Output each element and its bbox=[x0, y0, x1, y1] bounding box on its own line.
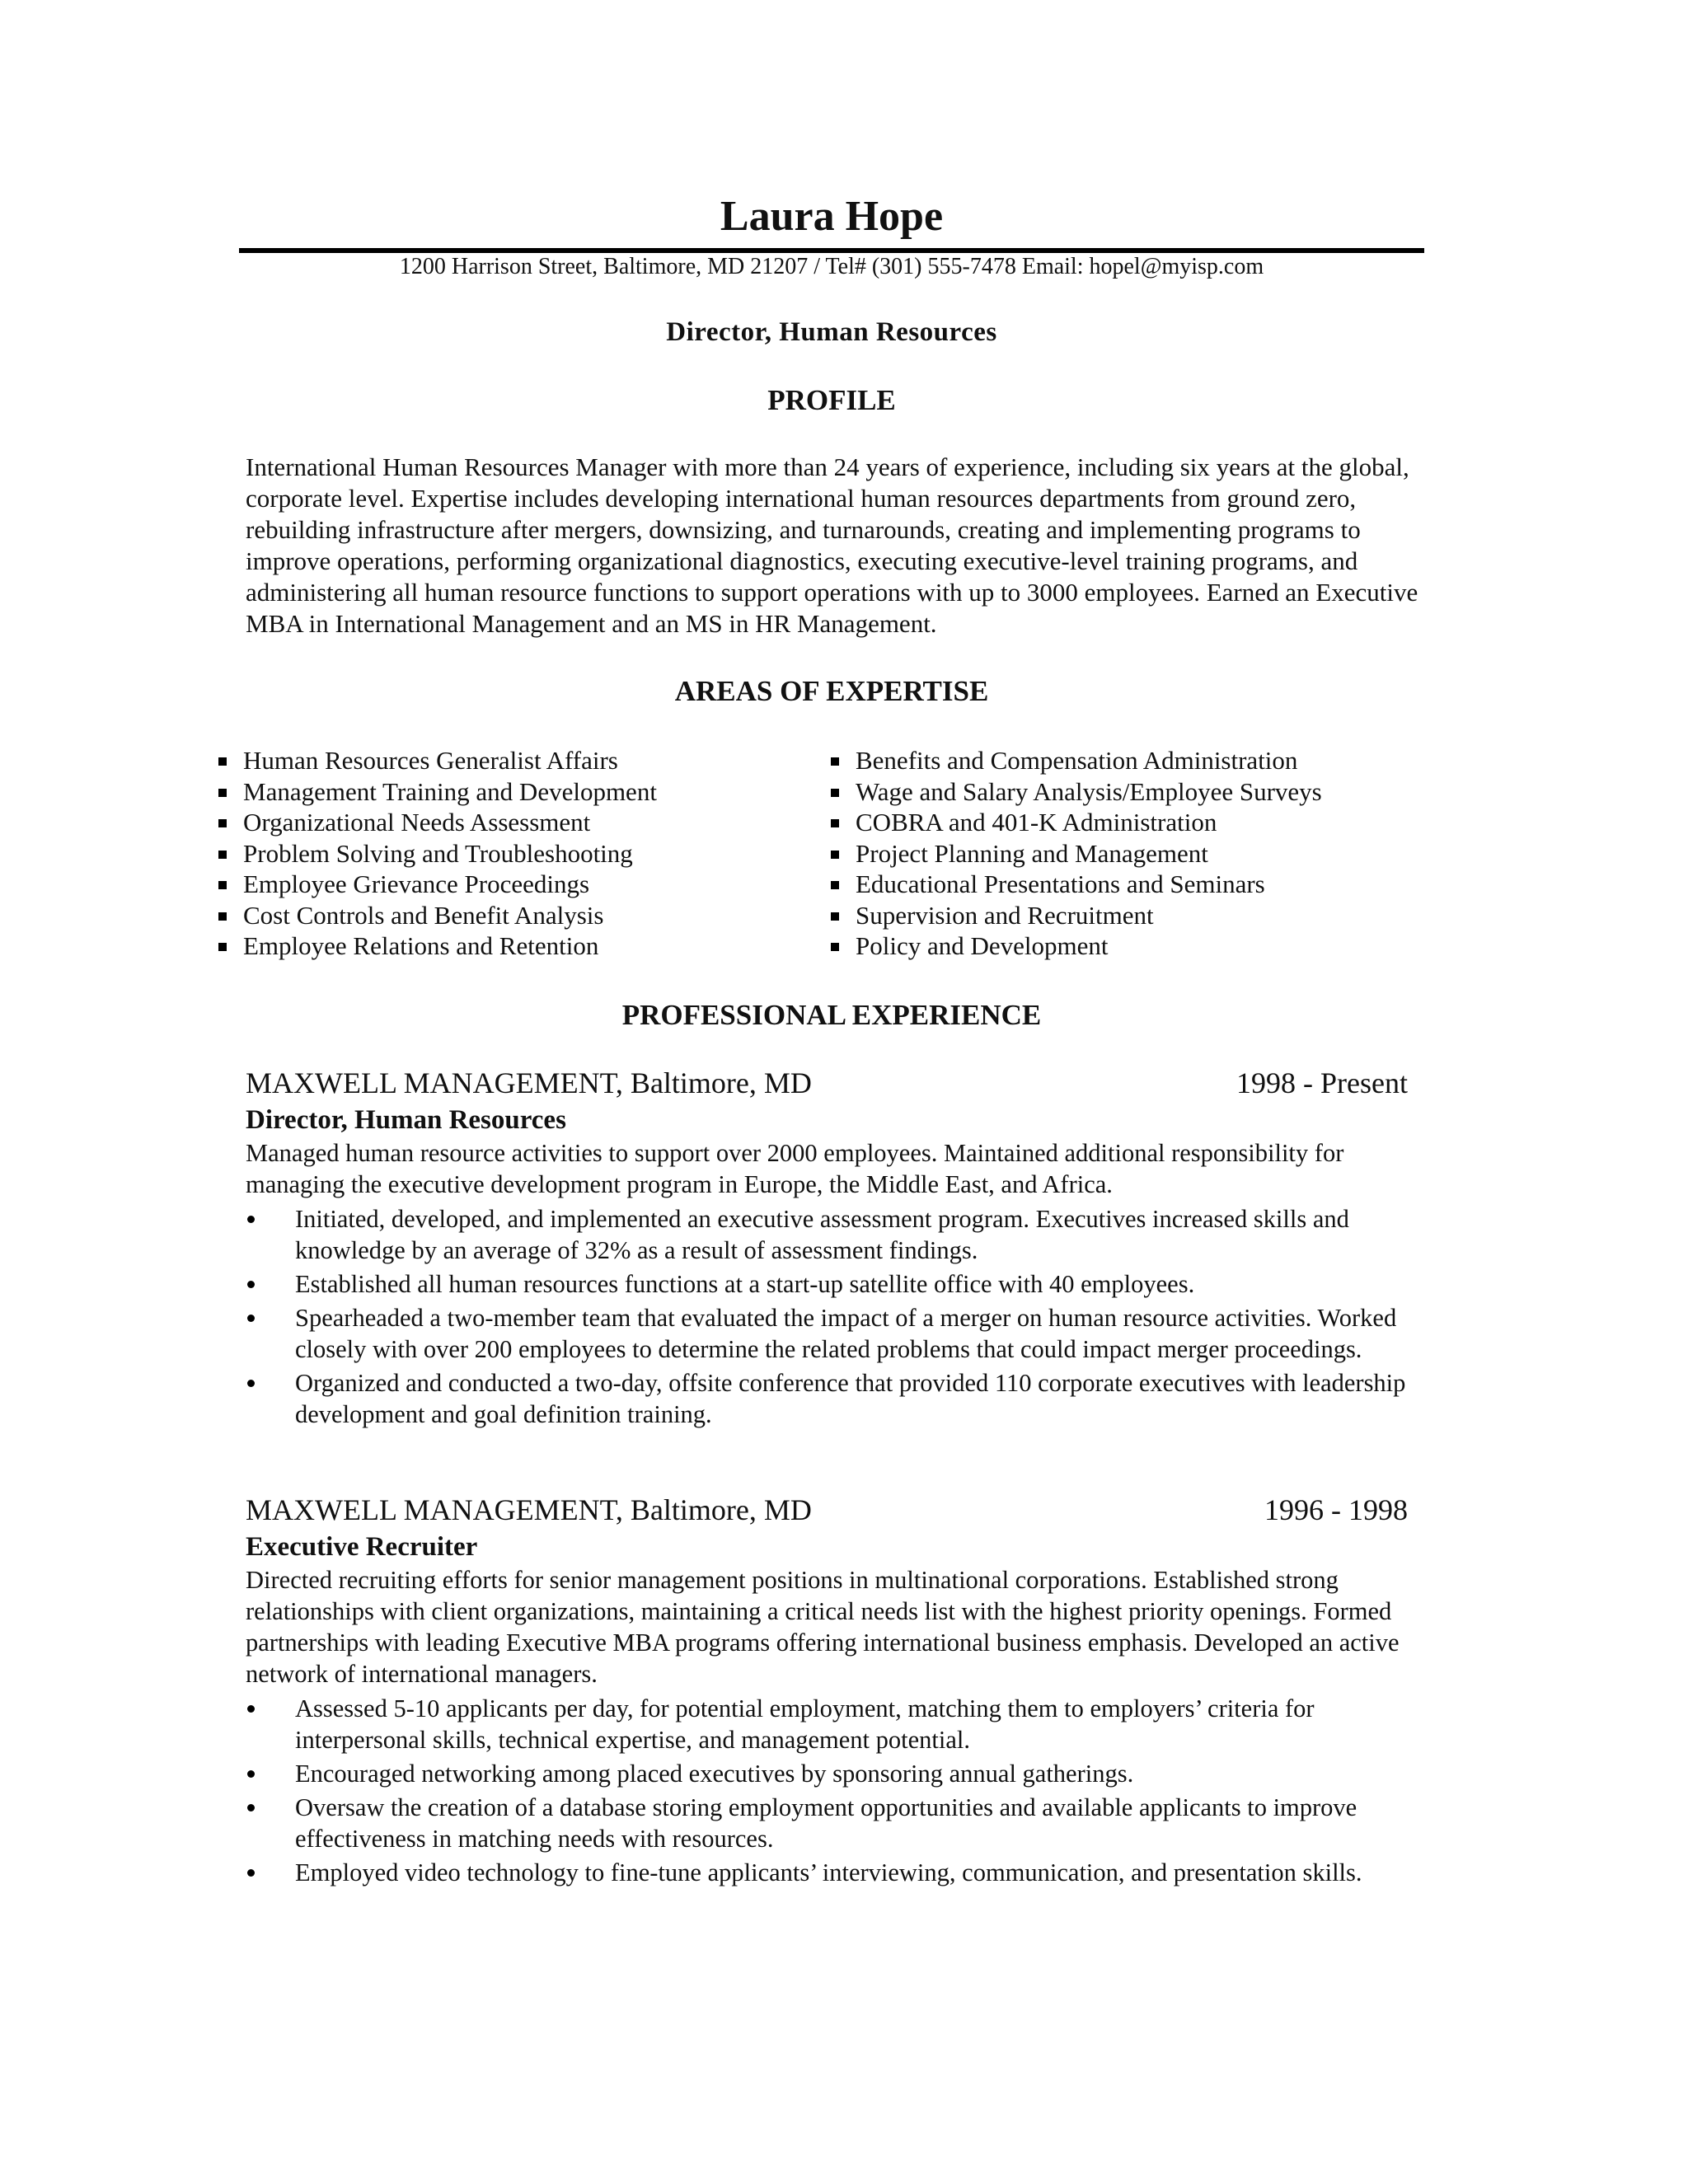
job-title: Executive Recruiter bbox=[246, 1532, 478, 1562]
contact-line: 1200 Harrison Street, Baltimore, MD 21207 / Tel# (301) 555-7478 Email: hopel@myisp.com bbox=[399, 254, 1264, 279]
candidate-name: Laura Hope bbox=[720, 193, 944, 240]
job-bullet: Oversaw the creation of a database storing employment opportunities and available applicants to improve effectiveness in matching needs with resources. bbox=[246, 1792, 1408, 1854]
job-header bbox=[246, 1063, 1408, 1103]
round-bullet-icon bbox=[247, 1380, 255, 1387]
job-bullet: Spearheaded a two-member team that evaluated the impact of a merger on human resource activities. Worked closely with over 200 employees to determine the related problems that could impact merger proceedings. bbox=[246, 1302, 1408, 1365]
expertise-item: Wage and Salary Analysis/Employee Surveys bbox=[828, 776, 1438, 808]
job-bullet: Encouraged networking among placed executives by sponsoring annual gatherings. bbox=[246, 1758, 1408, 1789]
job-summary: Managed human resource activities to support over 2000 employees. Maintained additional responsibility for managing the executive development program in Europe, the Middle East, and Africa. bbox=[246, 1139, 1344, 1198]
round-bullet-icon bbox=[247, 1705, 255, 1713]
square-bullet-icon bbox=[831, 757, 839, 766]
profile-text: International Human Resources Manager with more than 24 years of experience, including six years at the global, corporate level. Expertise includes developing international human resources departments from ground zero, rebuilding infrastructure after mergers, downsizing, and turnarounds, creating and implementing programs to improve operations, performing organizational diagnostics, executing executive-level training programs, and administering all human resource functions to support operations with up to 3000 employees. Earned an Executive MBA in International Management and an MS in HR Management. bbox=[246, 452, 1418, 638]
round-bullet-icon bbox=[247, 1770, 255, 1778]
job-entry bbox=[246, 1490, 1408, 1891]
job-title: Director, Human Resources bbox=[246, 1105, 566, 1135]
square-bullet-icon bbox=[831, 819, 839, 827]
job-bullet: Initiated, developed, and implemented an executive assessment program. Executives increased skills and knowledge by an average of 32% as a result of assessment findings. bbox=[246, 1203, 1408, 1266]
job-bullet: Established all human resources functions at a start-up satellite office with 40 employees. bbox=[246, 1268, 1408, 1300]
profile-heading: PROFILE bbox=[767, 384, 896, 416]
job-dates: 1998 - Present bbox=[1236, 1066, 1408, 1099]
square-bullet-icon bbox=[218, 851, 227, 859]
expertise-item: COBRA and 401-K Administration bbox=[828, 807, 1438, 838]
job-entry bbox=[246, 1063, 1408, 1432]
square-bullet-icon bbox=[831, 881, 839, 889]
square-bullet-icon bbox=[218, 881, 227, 889]
job-bullet: Employed video technology to fine-tune applicants’ interviewing, communication, and presentation skills. bbox=[246, 1857, 1408, 1888]
job-bullet-list bbox=[246, 1693, 1408, 1888]
expertise-item: Employee Relations and Retention bbox=[216, 930, 809, 962]
square-bullet-icon bbox=[831, 912, 839, 921]
job-header bbox=[246, 1490, 1408, 1530]
round-bullet-icon bbox=[247, 1216, 255, 1223]
round-bullet-icon bbox=[247, 1281, 255, 1288]
expertise-item: Cost Controls and Benefit Analysis bbox=[216, 900, 809, 931]
round-bullet-icon bbox=[247, 1869, 255, 1877]
square-bullet-icon bbox=[218, 819, 227, 827]
experience-heading: PROFESSIONAL EXPERIENCE bbox=[621, 999, 1042, 1031]
expertise-list-left bbox=[216, 745, 809, 962]
objective-title: Director, Human Resources bbox=[666, 317, 997, 347]
job-bullet: Assessed 5-10 applicants per day, for potential employment, matching them to employers’ criteria for interpersonal skills, technical expertise, and management potential. bbox=[246, 1693, 1408, 1755]
expertise-list-right bbox=[828, 745, 1438, 962]
square-bullet-icon bbox=[218, 789, 227, 797]
expertise-item: Supervision and Recruitment bbox=[828, 900, 1438, 931]
expertise-item: Employee Grievance Proceedings bbox=[216, 869, 809, 900]
job-bullet: Organized and conducted a two-day, offsite conference that provided 110 corporate executives with leadership development and goal definition training. bbox=[246, 1367, 1408, 1430]
expertise-item: Management Training and Development bbox=[216, 776, 809, 808]
expertise-item: Project Planning and Management bbox=[828, 838, 1438, 869]
job-company: MAXWELL MANAGEMENT, Baltimore, MD bbox=[246, 1066, 812, 1099]
expertise-item: Policy and Development bbox=[828, 930, 1438, 962]
expertise-heading: AREAS OF EXPERTISE bbox=[674, 675, 989, 707]
job-bullet-list bbox=[246, 1203, 1408, 1430]
expertise-item: Organizational Needs Assessment bbox=[216, 807, 809, 838]
square-bullet-icon bbox=[218, 943, 227, 951]
square-bullet-icon bbox=[831, 943, 839, 951]
round-bullet-icon bbox=[247, 1315, 255, 1322]
expertise-item: Educational Presentations and Seminars bbox=[828, 869, 1438, 900]
square-bullet-icon bbox=[831, 851, 839, 859]
expertise-item: Human Resources Generalist Affairs bbox=[216, 745, 809, 776]
square-bullet-icon bbox=[831, 789, 839, 797]
job-company: MAXWELL MANAGEMENT, Baltimore, MD bbox=[246, 1493, 812, 1526]
job-summary: Directed recruiting efforts for senior management positions in multinational corporations. Established strong relationships with client organizations, maintaining a critical needs list with the highest priority openings. Formed partnerships with leading Executive MBA programs offering international business emphasis. Developed an active network of international managers. bbox=[246, 1566, 1400, 1688]
expertise-item: Benefits and Compensation Administration bbox=[828, 745, 1438, 776]
job-dates: 1996 - 1998 bbox=[1264, 1493, 1408, 1526]
round-bullet-icon bbox=[247, 1804, 255, 1811]
square-bullet-icon bbox=[218, 912, 227, 921]
square-bullet-icon bbox=[218, 757, 227, 766]
expertise-item: Problem Solving and Troubleshooting bbox=[216, 838, 809, 869]
